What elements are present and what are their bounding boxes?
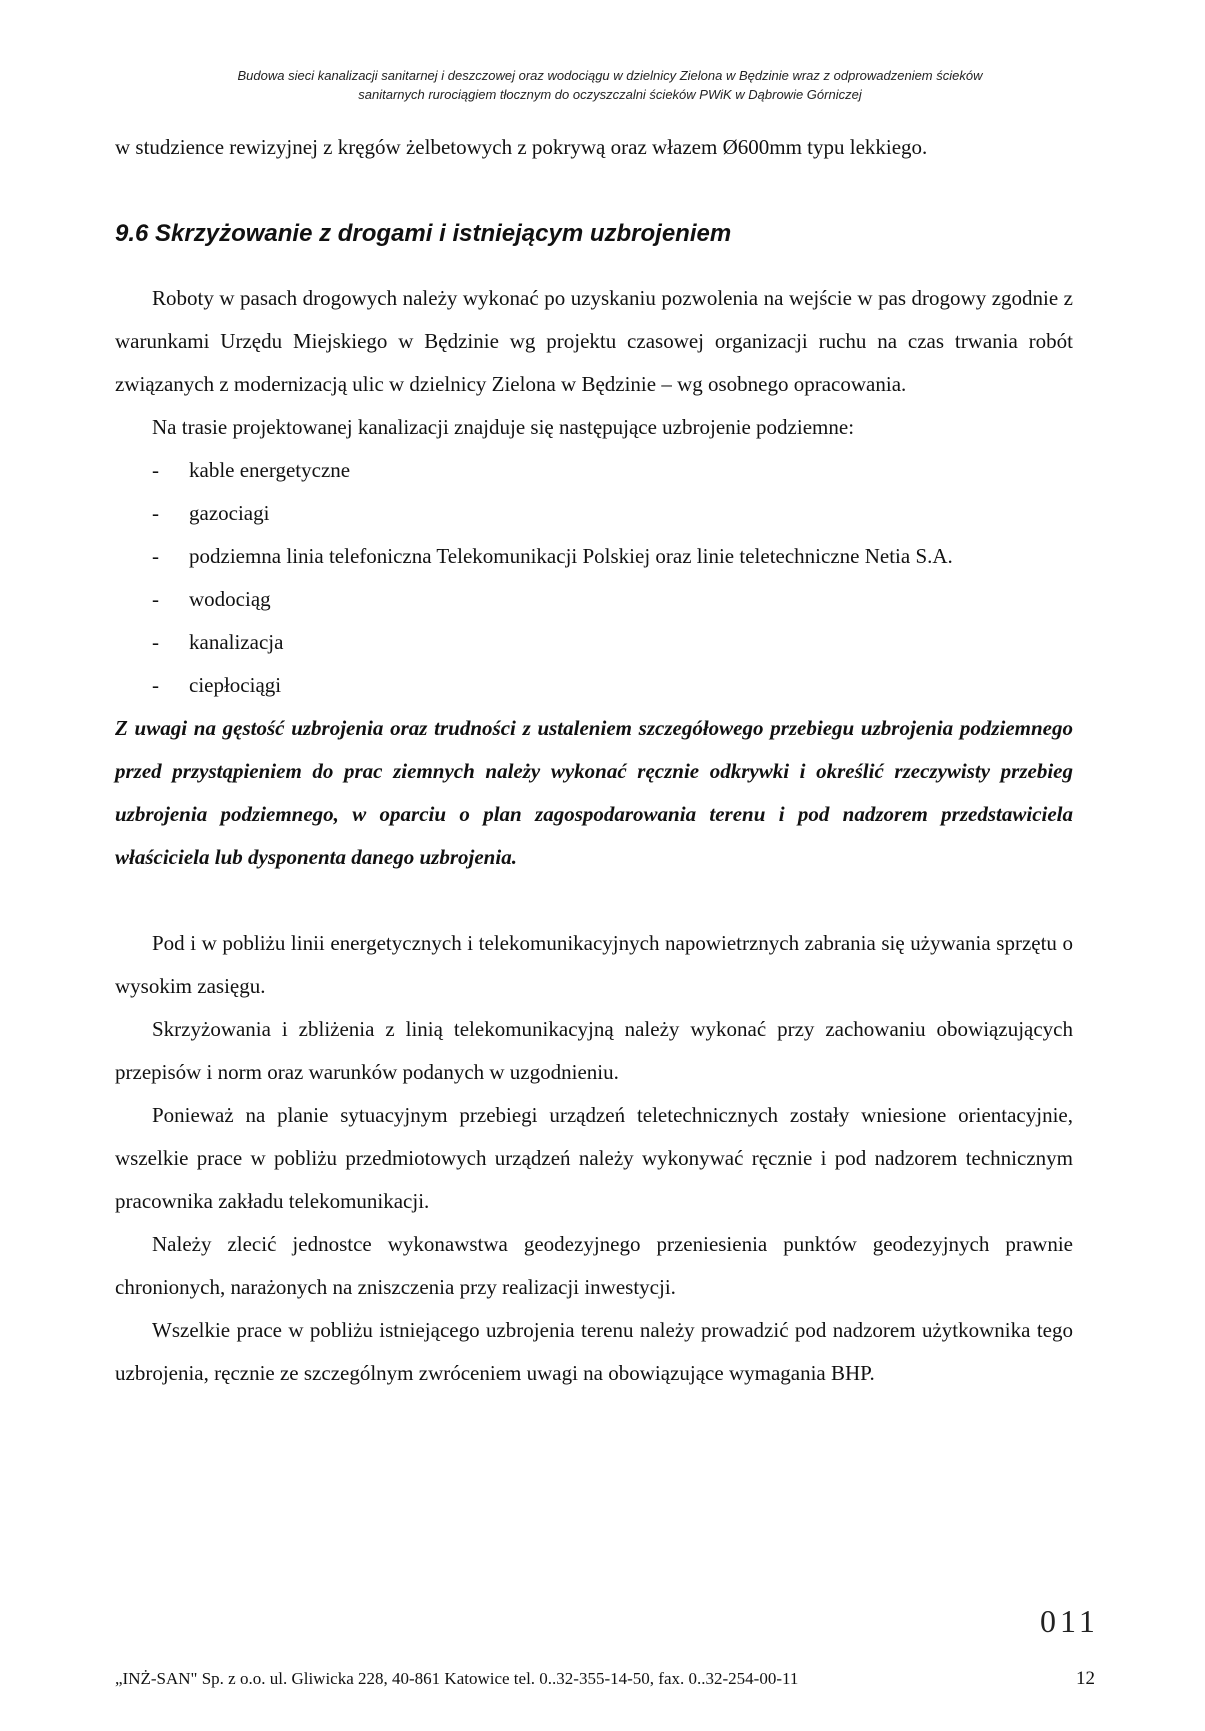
list-item: - ciepłociągi <box>152 673 282 697</box>
list-item: - wodociąg <box>152 587 271 611</box>
footer-company-address: „INŻ-SAN" Sp. z o.o. ul. Gliwicka 228, 40-861 Katowice tel. 0..32-355-14-50, fax. 0..32-254-00-11 <box>115 1669 799 1688</box>
page-number: 12 <box>1076 1668 1095 1689</box>
emphasis-warning: Z uwagi na gęstość uzbrojenia oraz trudności z ustaleniem szczegółowego przebiegu uzbrojenia podziemnego przed przystąpieniem do prac ziemnych należy wykonać ręcznie odkrywki i określić rzeczywisty przebieg uzbrojenia podziemnego, w oparciu o plan zagospodarowania terenu i pod nadzorem przedstawiciela właściciela lub dysponenta danego uzbrojenia. <box>115 716 1073 869</box>
running-header <box>130 66 1090 104</box>
paragraph-utilities-intro: Na trasie projektowanej kanalizacji znajduje się następujące uzbrojenie podziemne: <box>152 415 855 439</box>
paragraph: Należy zlecić jednostce wykonawstwa geodezyjnego przeniesienia punktów geodezyjnych prawnie chronionych, narażonych na zniszczenia przy realizacji inwestycji. <box>115 1232 1073 1299</box>
intro-paragraph: w studzience rewizyjnej z kręgów żelbetowych z pokrywą oraz włazem Ø600mm typu lekkiego. <box>115 135 928 159</box>
paragraph: Pod i w pobliżu linii energetycznych i telekomunikacyjnych napowietrznych zabrania się używania sprzętu o wysokim zasięgu. <box>115 931 1073 998</box>
document-body <box>115 126 1073 1395</box>
section-heading: 9.6 Skrzyżowanie z drogami i istniejącym uzbrojeniem <box>115 220 732 247</box>
header-line-2: sanitarnych rurociągiem tłocznym do oczyszczalni ścieków PWiK w Dąbrowie Górniczej <box>358 87 862 102</box>
list-item: - kanalizacja <box>152 630 284 654</box>
sheet-stamp-number: 011 <box>1040 1603 1099 1639</box>
paragraph: Ponieważ na planie sytuacyjnym przebiegi urządzeń teletechnicznych zostały wniesione orientacyjnie, wszelkie prace w pobliżu przedmiotowych urządzeń należy wykonywać ręcznie i pod nadzorem technicznym pracownika zakładu telekomunikacji. <box>115 1103 1073 1213</box>
utilities-list <box>115 449 1073 707</box>
paragraph: Skrzyżowania i zbliżenia z linią telekomunikacyjną należy wykonać przy zachowaniu obowiązujących przepisów i norm oraz warunków podanych w uzgodnieniu. <box>115 1017 1073 1084</box>
paragraph: Wszelkie prace w pobliżu istniejącego uzbrojenia terenu należy prowadzić pod nadzorem użytkownika tego uzbrojenia, ręcznie ze szczególnym zwróceniem uwagi na obowiązujące wymagania BHP. <box>115 1318 1073 1385</box>
header-line-1: Budowa sieci kanalizacji sanitarnej i deszczowej oraz wodociągu w dzielnicy Zielona w Będzinie wraz z odprowadzeniem ścieków <box>237 68 983 83</box>
list-item: - podziemna linia telefoniczna Telekomunikacji Polskiej oraz linie teletechniczne Netia S.A. <box>152 544 953 568</box>
paragraph-road-works: Roboty w pasach drogowych należy wykonać po uzyskaniu pozwolenia na wejście w pas drogowy zgodnie z warunkami Urzędu Miejskiego w Będzinie wg projektu czasowej organizacji ruchu na czas trwania robót związanych z modernizacją ulic w dzielnicy Zielona w Będzinie – wg osobnego opracowania. <box>115 286 1073 396</box>
list-item: - gazociagi <box>152 501 270 525</box>
list-item: - kable energetyczne <box>152 458 351 482</box>
